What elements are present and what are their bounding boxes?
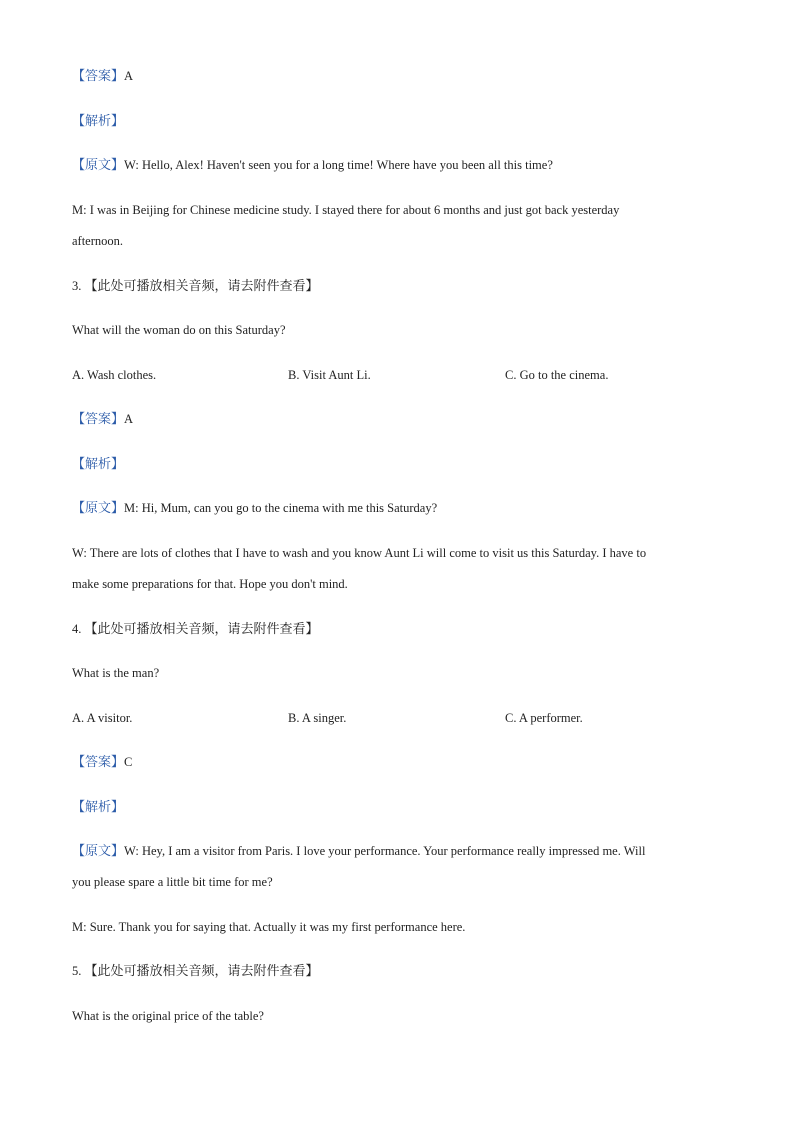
- transcript-line: [72, 157, 732, 174]
- question-header: [72, 278, 732, 295]
- analysis-line: [72, 799, 732, 816]
- question-text: [72, 1008, 732, 1024]
- transcript-line: [72, 202, 732, 218]
- transcript-text: make some preparations for that. Hope you don't mind.: [72, 577, 348, 591]
- answer-tag: 【答案】: [72, 69, 125, 84]
- transcript-text: M: Sure. Thank you for saying that. Actually it was my first performance here.: [72, 920, 466, 934]
- answer-value: A: [124, 69, 134, 83]
- question-number: 4.: [72, 622, 82, 636]
- transcript-line: [72, 874, 732, 890]
- transcript-tag: 【原文】: [72, 158, 125, 173]
- transcript-line: [72, 576, 732, 592]
- transcript-text: M: I was in Beijing for Chinese medicine study. I stayed there for about 6 months and just got back yesterday: [72, 203, 620, 217]
- transcript-line: [72, 500, 732, 517]
- option-b: B. A singer.: [288, 711, 347, 725]
- transcript-tag: 【原文】: [72, 501, 125, 516]
- question-prompt: What is the original price of the table?: [72, 1009, 264, 1023]
- transcript-text: W: Hello, Alex! Haven't seen you for a long time! Where have you been all this time?: [124, 158, 553, 172]
- transcript-text: you please spare a little bit time for me?: [72, 875, 273, 889]
- analysis-tag: 【解析】: [72, 457, 125, 472]
- question-number: 5.: [72, 964, 82, 978]
- transcript-text: afternoon.: [72, 234, 124, 248]
- transcript-tag: 【原文】: [72, 844, 125, 859]
- question-header: [72, 963, 732, 980]
- audio-placeholder: 【此处可播放相关音频，请去附件查看】: [84, 279, 319, 294]
- question-number: 3.: [72, 279, 82, 293]
- transcript-line: [72, 233, 732, 249]
- transcript-text: W: There are lots of clothes that I have to wash and you know Aunt Li will come to visit us this Saturday. I have to: [72, 546, 647, 560]
- answer-line: [72, 68, 732, 85]
- question-header: [72, 621, 732, 638]
- answer-tag: 【答案】: [72, 412, 125, 427]
- transcript-text: M: Hi, Mum, can you go to the cinema with me this Saturday?: [124, 501, 438, 515]
- analysis-line: [72, 113, 732, 130]
- audio-placeholder: 【此处可播放相关音频，请去附件查看】: [84, 964, 319, 979]
- analysis-tag: 【解析】: [72, 800, 125, 815]
- option-a: A. Wash clothes.: [72, 368, 157, 382]
- option-a: A. A visitor.: [72, 711, 133, 725]
- option-c: C. A performer.: [505, 711, 583, 725]
- question-text: [72, 665, 732, 681]
- question-text: [72, 322, 732, 338]
- audio-placeholder: 【此处可播放相关音频，请去附件查看】: [84, 622, 319, 637]
- option-b: B. Visit Aunt Li.: [288, 368, 371, 382]
- question-prompt: What will the woman do on this Saturday?: [72, 323, 286, 337]
- analysis-line: [72, 456, 732, 473]
- transcript-line: [72, 843, 732, 860]
- transcript-line: [72, 919, 732, 935]
- answer-value: C: [124, 755, 133, 769]
- transcript-line: [72, 545, 732, 561]
- option-c: C. Go to the cinema.: [505, 368, 609, 382]
- answer-tag: 【答案】: [72, 755, 125, 770]
- answer-value: A: [124, 412, 134, 426]
- transcript-text: W: Hey, I am a visitor from Paris. I love your performance. Your performance really impressed me. Will: [124, 844, 646, 858]
- answer-line: [72, 411, 732, 428]
- answer-line: [72, 754, 732, 771]
- question-prompt: What is the man?: [72, 666, 160, 680]
- analysis-tag: 【解析】: [72, 114, 125, 129]
